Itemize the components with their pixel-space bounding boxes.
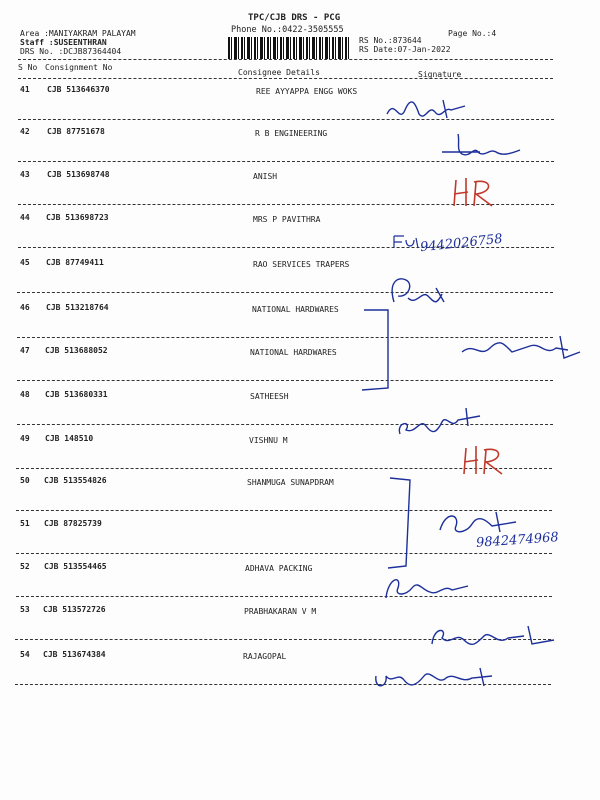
signature-47 [460, 334, 590, 366]
row-sno: 49 [20, 434, 30, 443]
signature-45 [388, 272, 468, 314]
phone-number: Phone No.:0422-3505555 [231, 25, 344, 35]
row-consignee-name: NATIONAL HARDWARES [250, 348, 337, 357]
column-divider [18, 78, 553, 79]
header-divider [18, 59, 553, 60]
barcode [228, 37, 350, 59]
signature-43-hr [452, 176, 512, 212]
col-signature: Signature [418, 70, 462, 79]
row-sno: 54 [20, 650, 30, 659]
col-consignment: Consignment No [45, 63, 113, 72]
row-consignment-no: CJB 513688052 [45, 346, 108, 355]
row-divider [17, 292, 553, 293]
row-sno: 53 [20, 605, 30, 614]
signature-54 [372, 662, 522, 694]
handwritten-phone-51: 9842474968 [475, 530, 560, 551]
row-consignee-name: RAJAGOPAL [243, 652, 287, 661]
signature-44 [392, 232, 422, 254]
row-consignment-no: CJB 87751678 [47, 127, 105, 136]
row-divider [17, 380, 553, 381]
bracket-46-47 [360, 306, 400, 398]
signature-42 [440, 128, 530, 164]
col-sno: S No [18, 63, 38, 72]
row-consignment-no: CJB 513218764 [46, 303, 109, 312]
col-consignee: Consignee Details [238, 68, 320, 77]
row-consignee-name: ADHAVA PACKING [245, 564, 313, 573]
row-sno: 43 [20, 170, 30, 179]
signature-49-hr [462, 444, 522, 480]
row-sno: 42 [20, 127, 30, 136]
row-sno: 41 [20, 85, 30, 94]
row-consignment-no: CJB 513698748 [47, 170, 110, 179]
row-sno: 51 [20, 519, 30, 528]
row-consignment-no: CJB 513646370 [47, 85, 110, 94]
handwritten-phone-44: 9442026758 [419, 231, 504, 256]
row-consignee-name: NATIONAL HARDWARES [252, 305, 339, 314]
staff-field: Staff :SUSEENTHRAN [20, 38, 107, 47]
bracket-50-51 [386, 474, 416, 576]
row-sno: 45 [20, 258, 30, 267]
row-consignment-no: CJB 87749411 [46, 258, 104, 267]
row-sno: 48 [20, 390, 30, 399]
row-consignment-no: CJB 513554465 [44, 562, 107, 571]
row-consignee-name: ANISH [253, 172, 278, 181]
signature-53 [428, 622, 568, 654]
row-consignment-no: CJB 513698723 [46, 213, 109, 222]
sheet-title: TPC/CJB DRS - PCG [248, 13, 341, 23]
row-consignment-no: CJB 148510 [45, 434, 94, 443]
row-sno: 47 [20, 346, 30, 355]
area-field: Area :MANIYAKRAM PALAYAM [20, 29, 136, 38]
row-divider [16, 553, 552, 554]
row-consignment-no: CJB 513554826 [44, 476, 107, 485]
row-consignee-name: PRABHAKARAN V M [244, 607, 317, 616]
page-number: Page No.:4 [448, 29, 497, 38]
row-consignment-no: CJB 87825739 [44, 519, 102, 528]
row-consignee-name: SATHEESH [250, 392, 289, 401]
signature-41 [385, 96, 475, 128]
row-sno: 52 [20, 562, 30, 571]
row-consignment-no: CJB 513572726 [43, 605, 106, 614]
row-consignee-name: VISHNU M [249, 436, 288, 445]
row-consignee-name: R B ENGINEERING [255, 129, 328, 138]
signature-48 [396, 404, 496, 442]
row-consignee-name: REE AYYAPPA ENGG WOKS [256, 87, 358, 96]
drs-number: DRS No. :DCJB87364404 [20, 47, 122, 56]
rs-date: RS Date:07-Jan-2022 [359, 45, 451, 54]
row-consignee-name: MRS P PAVITHRA [253, 215, 321, 224]
row-sno: 50 [20, 476, 30, 485]
row-consignee-name: RAO SERVICES TRAPERS [253, 260, 350, 269]
row-consignment-no: CJB 513680331 [45, 390, 108, 399]
row-consignee-name: SHANMUGA SUNAPDRAM [247, 478, 334, 487]
row-sno: 44 [20, 213, 30, 222]
row-sno: 46 [20, 303, 30, 312]
signature-52 [382, 570, 472, 606]
row-consignment-no: CJB 513674384 [43, 650, 106, 659]
rs-number: RS No.:873644 [359, 36, 422, 45]
